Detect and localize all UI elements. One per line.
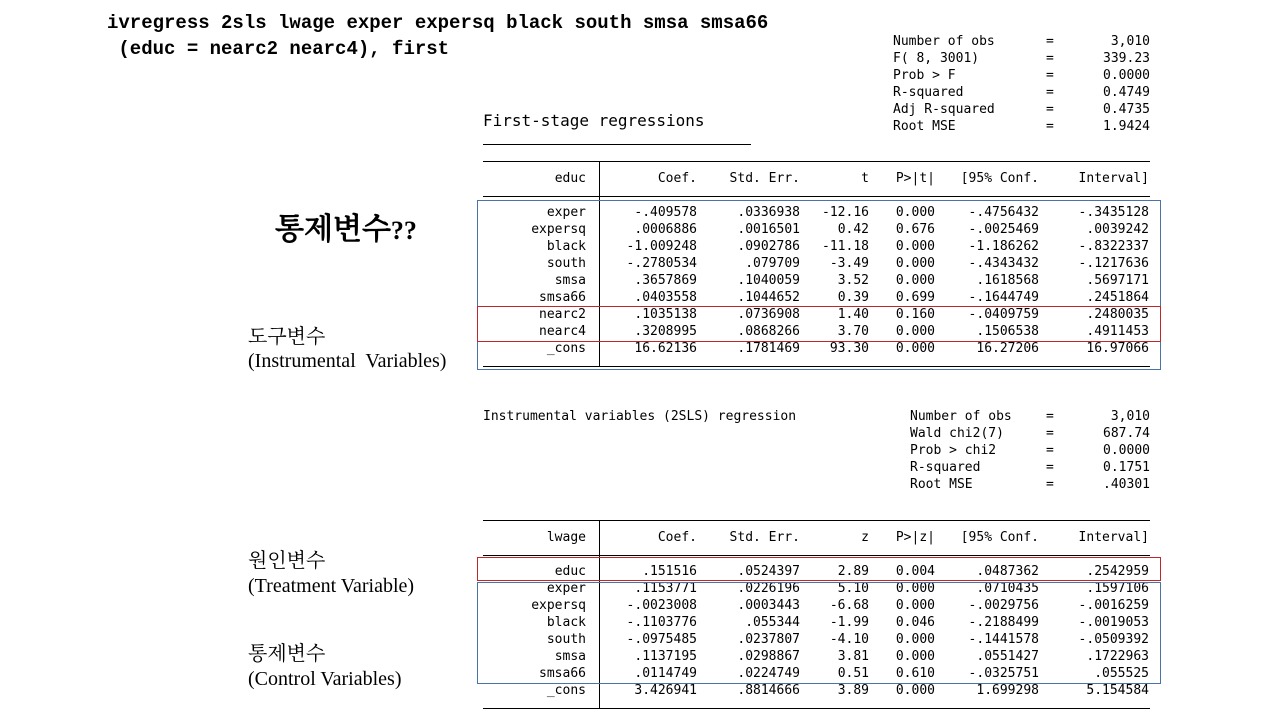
cell-ci-low: .1618568: [976, 273, 1039, 288]
stat-value: 3,010: [1110, 409, 1150, 424]
cell-variable: black: [546, 239, 586, 254]
command-line-1: ivregress 2sls lwage exper expersq black south smsa smsa66: [107, 12, 769, 34]
stat-key: Number of obs: [910, 409, 1012, 424]
cell-std-err: .0226196: [737, 581, 800, 596]
cell-coef: -.0023008: [626, 598, 697, 613]
stat-equals: =: [1046, 426, 1054, 441]
instrumental-variables-label-en: (Instrumental Variables): [248, 350, 447, 372]
stat-value: 339.23: [1103, 51, 1150, 66]
header-stat: z: [861, 530, 869, 545]
stat-row: [893, 67, 1150, 84]
cell-p-value: 0.000: [895, 205, 935, 220]
header-std-err: Std. Err.: [729, 171, 800, 186]
cell-coef: .1153771: [634, 581, 697, 596]
stat-equals: =: [1046, 102, 1054, 117]
cell-p-value: 0.160: [895, 307, 935, 322]
cell-variable: nearc4: [539, 324, 586, 339]
cell-coef: -.0975485: [626, 632, 697, 647]
stat-key: R-squared: [910, 460, 981, 475]
cell-stat: -1.99: [829, 615, 869, 630]
cell-std-err: .1040059: [737, 273, 800, 288]
cell-p-value: 0.699: [895, 290, 935, 305]
cell-ci-low: -.0029756: [968, 598, 1039, 613]
stat-equals: =: [1046, 409, 1054, 424]
cell-p-value: 0.676: [895, 222, 935, 237]
cell-stat: -6.68: [829, 598, 869, 613]
cell-coef: -.409578: [634, 205, 697, 220]
first-stage-stats: [893, 33, 1150, 137]
cell-variable: _cons: [546, 683, 586, 698]
cell-std-err: .8814666: [737, 683, 800, 698]
cell-stat: 3.52: [837, 273, 869, 288]
cell-variable: south: [546, 256, 586, 271]
stat-equals: =: [1046, 460, 1054, 475]
cell-stat: -3.49: [829, 256, 869, 271]
treatment-variable-label-en: (Treatment Variable): [248, 575, 415, 597]
cell-ci-low: -.1644749: [968, 290, 1039, 305]
cell-stat: 0.51: [837, 666, 869, 681]
cell-coef: 3.426941: [634, 683, 697, 698]
cell-ci-high: .1722963: [1086, 649, 1149, 664]
cell-variable: expersq: [531, 222, 586, 237]
cell-ci-high: .0039242: [1086, 222, 1149, 237]
header-variable: educ: [554, 171, 586, 186]
stat-row: [910, 476, 1150, 493]
cell-coef: .3657869: [634, 273, 697, 288]
stat-equals: =: [1046, 68, 1054, 83]
cell-p-value: 0.000: [895, 256, 935, 271]
cell-p-value: 0.000: [895, 341, 935, 356]
cell-variable: _cons: [546, 341, 586, 356]
cell-ci-high: .2480035: [1086, 307, 1149, 322]
cell-ci-high: .4911453: [1086, 324, 1149, 339]
cell-std-err: .0224749: [737, 666, 800, 681]
cell-ci-high: -.3435128: [1078, 205, 1149, 220]
cell-coef: 16.62136: [634, 341, 697, 356]
cell-stat: 1.40: [837, 307, 869, 322]
stat-equals: =: [1046, 119, 1054, 134]
cell-std-err: .0868266: [737, 324, 800, 339]
cell-p-value: 0.000: [895, 581, 935, 596]
cell-stat: 0.42: [837, 222, 869, 237]
cell-ci-high: .5697171: [1086, 273, 1149, 288]
cell-variable: black: [546, 615, 586, 630]
cell-std-err: .0237807: [737, 632, 800, 647]
control-variables-label-en: (Control Variables): [248, 668, 402, 690]
cell-std-err: .1781469: [737, 341, 800, 356]
cell-ci-high: .055525: [1094, 666, 1149, 681]
cell-ci-high: -.0509392: [1078, 632, 1149, 647]
cell-variable: exper: [546, 581, 586, 596]
treatment-variable-box: [477, 557, 1161, 581]
cell-variable: expersq: [531, 598, 586, 613]
cell-stat: -12.16: [822, 205, 869, 220]
cell-ci-low: -.1441578: [968, 632, 1039, 647]
header-ci-high: Interval]: [1078, 171, 1149, 186]
header-coef: Coef.: [657, 171, 697, 186]
header-ci-high: Interval]: [1078, 530, 1149, 545]
cell-p-value: 0.046: [895, 615, 935, 630]
cell-std-err: .0902786: [737, 239, 800, 254]
stat-key: Wald chi2(7): [910, 426, 1004, 441]
cell-ci-high: .2451864: [1086, 290, 1149, 305]
stat-row: [893, 84, 1150, 101]
cell-std-err: .1044652: [737, 290, 800, 305]
cell-ci-low: -.4756432: [968, 205, 1039, 220]
header-ci-low: [95% Conf.: [960, 171, 1039, 186]
cell-variable: smsa66: [539, 290, 586, 305]
command-line-2: (educ = nearc2 nearc4), first: [107, 38, 450, 60]
cell-ci-low: -.4343432: [968, 256, 1039, 271]
cell-stat: 3.70: [837, 324, 869, 339]
stat-row: [910, 442, 1150, 459]
cell-std-err: .0524397: [737, 564, 800, 579]
cell-stat: 93.30: [829, 341, 869, 356]
cell-p-value: 0.000: [895, 598, 935, 613]
cell-stat: 2.89: [837, 564, 869, 579]
cell-coef: .151516: [642, 564, 697, 579]
control-variables-box-second-stage: [477, 582, 1161, 684]
header-std-err: Std. Err.: [729, 530, 800, 545]
stat-value: 0.4749: [1103, 85, 1150, 100]
stat-key: F( 8, 3001): [893, 51, 980, 66]
stat-value: 1.9424: [1103, 119, 1150, 134]
header-variable: lwage: [546, 530, 586, 545]
cell-p-value: 0.000: [895, 273, 935, 288]
cell-variable: educ: [554, 564, 586, 579]
stat-key: Root MSE: [893, 119, 956, 134]
cell-stat: -4.10: [829, 632, 869, 647]
cell-ci-low: .0710435: [976, 581, 1039, 596]
cell-ci-low: .0551427: [976, 649, 1039, 664]
cell-ci-high: .1597106: [1086, 581, 1149, 596]
cell-coef: -.1103776: [626, 615, 697, 630]
control-variables-label-ko: 통제변수: [248, 641, 326, 665]
control-variables-question-label: 통제변수??: [275, 212, 417, 247]
cell-ci-high: -.8322337: [1078, 239, 1149, 254]
cell-coef: -1.009248: [626, 239, 697, 254]
stat-row: [910, 459, 1150, 476]
cell-ci-low: -.0025469: [968, 222, 1039, 237]
instrumental-variables-box: [477, 306, 1161, 342]
stat-key: Number of obs: [893, 34, 995, 49]
stat-key: Prob > F: [893, 68, 956, 83]
first-stage-header: [483, 170, 1150, 187]
header-p-value: P>|z|: [895, 530, 935, 545]
cell-variable: smsa: [554, 649, 586, 664]
stat-value: 0.4735: [1103, 102, 1150, 117]
cell-ci-low: -1.186262: [968, 239, 1039, 254]
first-stage-title: First-stage regressions: [483, 111, 705, 130]
stat-row: [910, 425, 1150, 442]
stat-row: [893, 118, 1150, 135]
cell-ci-high: -.1217636: [1078, 256, 1149, 271]
cell-stat: 3.89: [837, 683, 869, 698]
second-stage-header: [483, 529, 1150, 546]
cell-variable: exper: [546, 205, 586, 220]
stat-value: 0.0000: [1103, 68, 1150, 83]
header-p-value: P>|t|: [895, 171, 935, 186]
cell-stat: 3.81: [837, 649, 869, 664]
first-stage-title-underline: [483, 144, 751, 145]
cell-ci-high: .2542959: [1086, 564, 1149, 579]
stat-value: 3,010: [1110, 34, 1150, 49]
cell-variable: nearc2: [539, 307, 586, 322]
stat-equals: =: [1046, 34, 1054, 49]
stat-value: 687.74: [1103, 426, 1150, 441]
cell-std-err: .0016501: [737, 222, 800, 237]
cell-ci-high: 16.97066: [1086, 341, 1149, 356]
cell-p-value: 0.000: [895, 239, 935, 254]
second-stage-title: Instrumental variables (2SLS) regression: [483, 409, 797, 424]
stat-key: Root MSE: [910, 477, 973, 492]
cell-std-err: .0336938: [737, 205, 800, 220]
cell-stat: 5.10: [837, 581, 869, 596]
second-stage-stats: [910, 408, 1150, 495]
cell-ci-low: .1506538: [976, 324, 1039, 339]
cell-ci-low: -.0409759: [968, 307, 1039, 322]
cell-std-err: .0736908: [737, 307, 800, 322]
stat-key: R-squared: [893, 85, 964, 100]
cell-coef: .0403558: [634, 290, 697, 305]
cell-ci-high: 5.154584: [1086, 683, 1149, 698]
cell-coef: .1137195: [634, 649, 697, 664]
stat-value: 0.0000: [1103, 443, 1150, 458]
stat-row: [893, 50, 1150, 67]
cell-p-value: 0.004: [895, 564, 935, 579]
table-row: [483, 682, 1150, 699]
cell-variable: smsa: [554, 273, 586, 288]
stat-key: Prob > chi2: [910, 443, 997, 458]
cell-coef: .0006886: [634, 222, 697, 237]
stat-value: .40301: [1103, 477, 1150, 492]
cell-stat: -11.18: [822, 239, 869, 254]
cell-variable: smsa66: [539, 666, 586, 681]
cell-std-err: .0003443: [737, 598, 800, 613]
stat-key: Adj R-squared: [893, 102, 995, 117]
cell-p-value: 0.000: [895, 324, 935, 339]
stat-equals: =: [1046, 477, 1054, 492]
cell-coef: -.2780534: [626, 256, 697, 271]
control-variables-box-first-stage: [477, 200, 1161, 370]
cell-ci-low: 16.27206: [976, 341, 1039, 356]
cell-ci-low: 1.699298: [976, 683, 1039, 698]
stat-row: [893, 33, 1150, 50]
stat-value: 0.1751: [1103, 460, 1150, 475]
stat-equals: =: [1046, 51, 1054, 66]
stat-equals: =: [1046, 85, 1054, 100]
cell-std-err: .0298867: [737, 649, 800, 664]
instrumental-variables-label-ko: 도구변수: [248, 324, 326, 348]
cell-variable: south: [546, 632, 586, 647]
cell-ci-low: -.2188499: [968, 615, 1039, 630]
cell-ci-high: -.0019053: [1078, 615, 1149, 630]
cell-p-value: 0.610: [895, 666, 935, 681]
cell-p-value: 0.000: [895, 632, 935, 647]
cell-ci-high: -.0016259: [1078, 598, 1149, 613]
cell-coef: .0114749: [634, 666, 697, 681]
cell-stat: 0.39: [837, 290, 869, 305]
header-stat: t: [861, 171, 869, 186]
cell-p-value: 0.000: [895, 683, 935, 698]
header-coef: Coef.: [657, 530, 697, 545]
cell-coef: .1035138: [634, 307, 697, 322]
cell-std-err: .079709: [745, 256, 800, 271]
cell-ci-low: -.0325751: [968, 666, 1039, 681]
stat-row: [910, 408, 1150, 425]
cell-ci-low: .0487362: [976, 564, 1039, 579]
stat-equals: =: [1046, 443, 1054, 458]
cell-coef: .3208995: [634, 324, 697, 339]
header-ci-low: [95% Conf.: [960, 530, 1039, 545]
stat-row: [893, 101, 1150, 118]
cell-p-value: 0.000: [895, 649, 935, 664]
cell-std-err: .055344: [745, 615, 800, 630]
treatment-variable-label-ko: 원인변수: [248, 548, 326, 572]
